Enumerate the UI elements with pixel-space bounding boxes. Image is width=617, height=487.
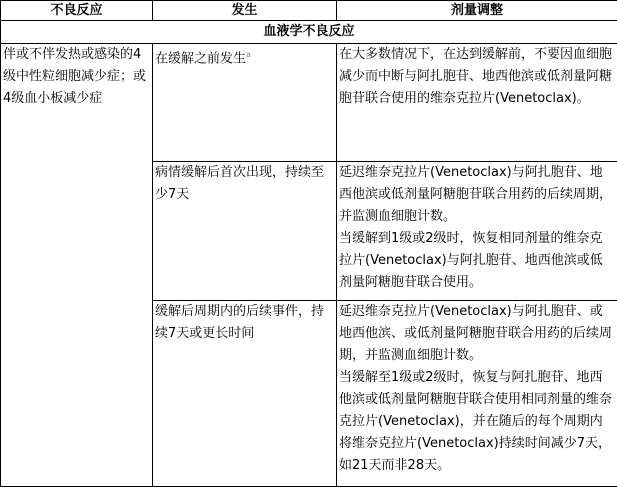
header-dose-adjustment: 剂量调整: [337, 1, 617, 21]
adjustment-cell: [337, 162, 617, 301]
header-occurrence: 发生: [153, 1, 337, 21]
adverse-reaction-cell: 伴或不伴发热或感染的4级中性粒细胞减少症；或4级血小板减少症: [1, 44, 153, 487]
header-adverse-reaction: 不良反应: [1, 1, 153, 21]
section-title: 血液学不良反应: [1, 21, 617, 44]
occurrence-text: 在缓解之前发生: [155, 51, 247, 67]
adjustment-text: 当缓解至1级或2级时，恢复与阿扎胞苷、地西他滨或低剂量阿糖胞苷联合使用相同剂量的维奈克拉片(Venetoclax)，并在随后的每个周期内将维奈克拉片(Venetoclax)持续时间减少7天，如21天而非28天。: [339, 370, 613, 473]
occurrence-text: 病情缓解后首次出现，持续至少7天: [155, 165, 325, 202]
adjustment-cell: [337, 301, 617, 487]
section-row: [1, 21, 617, 44]
adjustment-text: 延迟维奈克拉片(Venetoclax)与阿扎胞苷、地西他滨或低剂量阿糖胞苷联合用药的后续周期，并监测血细胞计数。: [339, 165, 613, 224]
occurrence-text: 缓解后周期内的后续事件，持续7天或更长时间: [155, 304, 325, 341]
occurrence-cell: [153, 44, 337, 162]
occurrence-cell: [153, 301, 337, 487]
footnote-marker: a: [246, 50, 251, 59]
adjustment-text: 当缓解到1级或2级时，恢复相同剂量的维奈克拉片(Venetoclax)与阿扎胞苷、地西他滨或低剂量阿糖胞苷联合使用。: [339, 231, 603, 290]
adjustment-text: 延迟维奈克拉片(Venetoclax)与阿扎胞苷、或地西他滨、或低剂量阿糖胞苷联合用药的后续周期，并监测血细胞计数。: [339, 304, 613, 363]
occurrence-cell: [153, 162, 337, 301]
table-row: [1, 44, 617, 162]
adjustment-cell: [337, 44, 617, 162]
adjustment-text: 在大多数情况下，在达到缓解前，不要因血细胞减少而中断与阿扎胞苷、地西他滨或低剂量阿糖胞苷联合使用的维奈克拉片(Venetoclax)。: [339, 47, 613, 106]
header-row: [1, 1, 617, 21]
